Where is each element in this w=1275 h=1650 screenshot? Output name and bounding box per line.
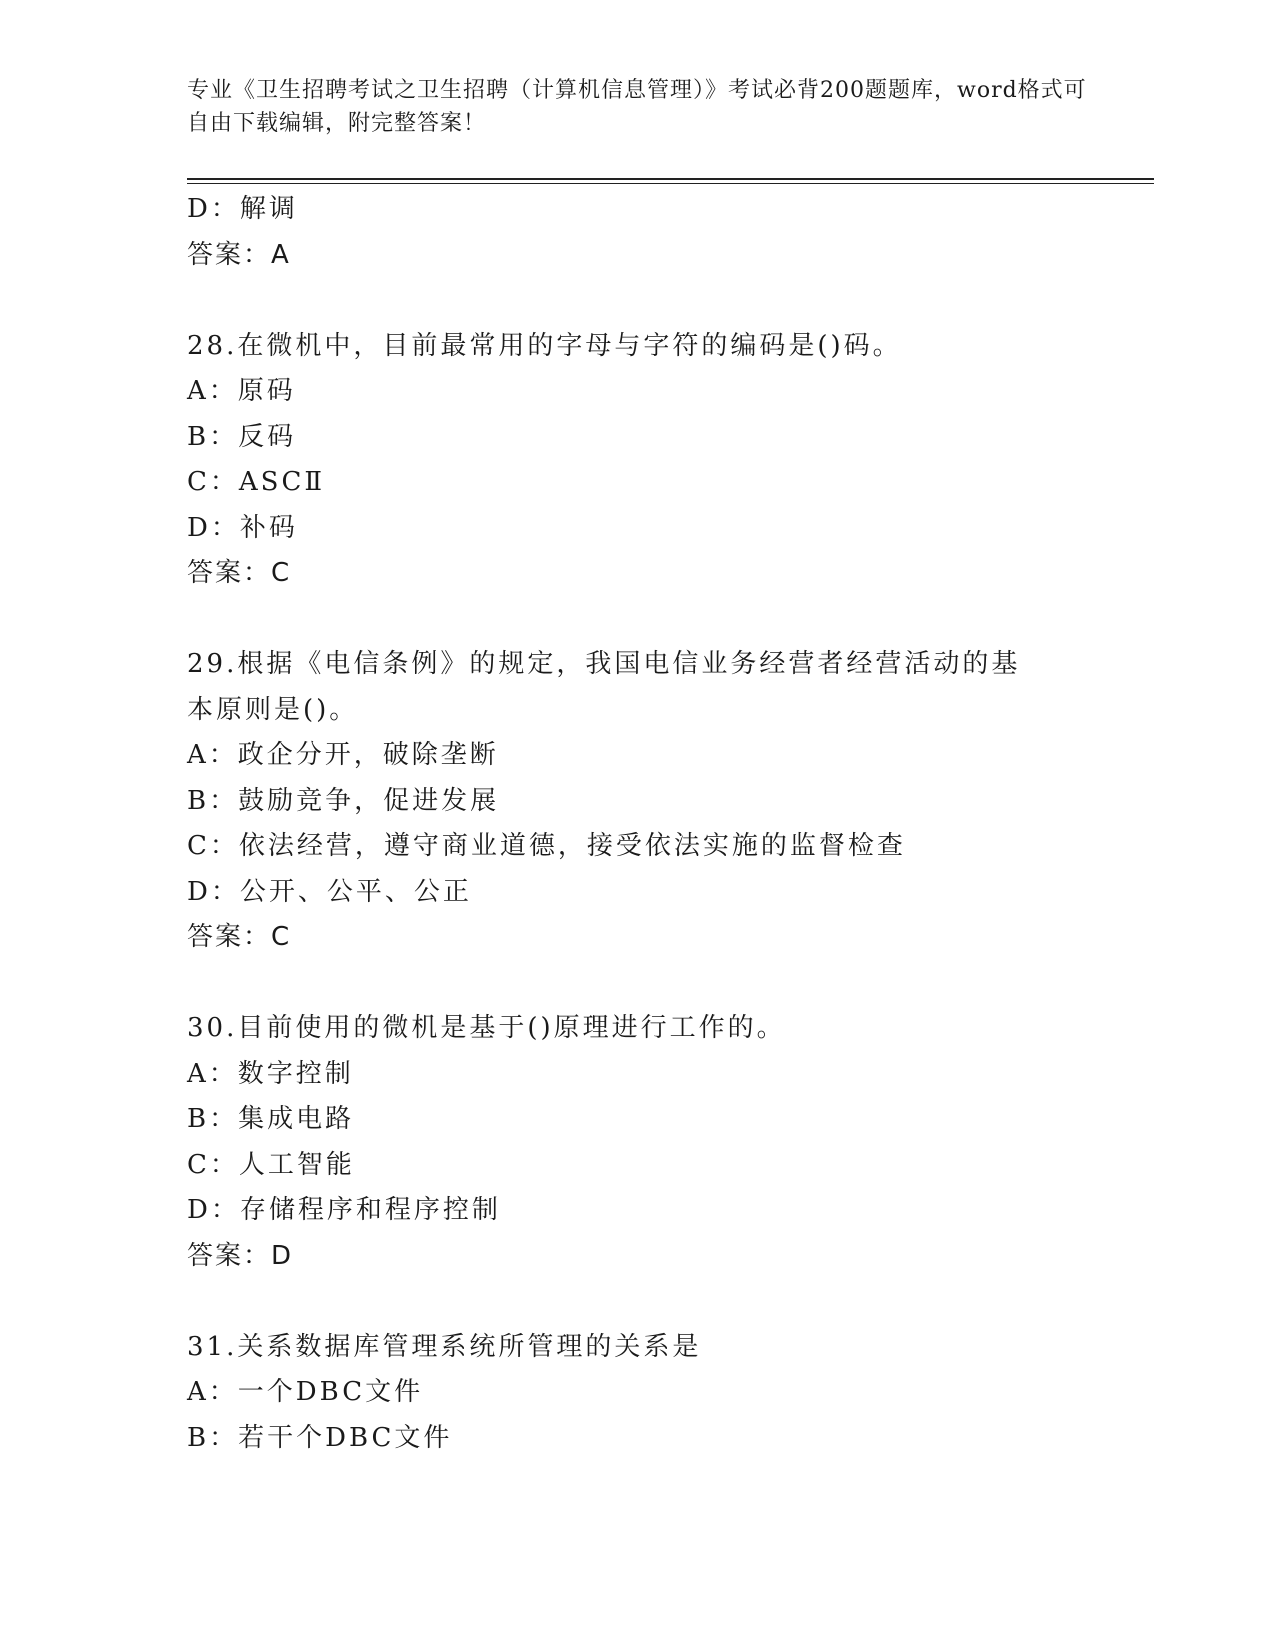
option-d: D：存储程序和程序控制 xyxy=(187,1195,501,1225)
document-header-title: 专业《卫生招聘考试之卫生招聘（计算机信息管理）》考试必背200题题库，word格式可自由下载编辑，附完整答案！ xyxy=(187,78,1087,136)
spacer xyxy=(187,1279,1087,1325)
question-text: 30.目前使用的微机是基于()原理进行工作的。 xyxy=(187,1013,786,1043)
question-31 xyxy=(187,1325,1087,1462)
question-28 xyxy=(187,324,1087,597)
option-c: C：ASCⅡ xyxy=(187,467,326,497)
option-c: C：依法经营，遵守商业道德，接受依法实施的监督检查 xyxy=(187,831,906,861)
option-d: D：解调 xyxy=(187,194,298,224)
option-c: C：人工智能 xyxy=(187,1149,355,1180)
prev-question-tail xyxy=(187,187,1087,278)
question-29 xyxy=(187,642,1087,961)
answer-line: 答案：D xyxy=(187,1240,294,1271)
spacer xyxy=(187,597,1087,643)
spacer xyxy=(187,961,1087,1007)
option-a: A：数字控制 xyxy=(187,1058,354,1089)
answer-line: 答案：A xyxy=(187,239,291,270)
answer-line: 答案：C xyxy=(187,922,292,952)
question-list xyxy=(187,187,1087,1461)
option-d: D：补码 xyxy=(187,512,298,543)
option-a: A：原码 xyxy=(187,376,296,406)
option-b: B：反码 xyxy=(187,421,297,452)
option-b: B：鼓励竞争，促进发展 xyxy=(187,785,500,816)
option-a: A：政企分开，破除垄断 xyxy=(187,740,499,770)
question-text: 29.根据《电信条例》的规定，我国电信业务经营者经营活动的基本原则是()。 xyxy=(187,649,1021,725)
question-text: 31.关系数据库管理系统所管理的关系是 xyxy=(187,1331,702,1362)
option-b: B：若干个DBC文件 xyxy=(187,1422,453,1453)
option-b: B：集成电路 xyxy=(187,1104,355,1134)
answer-line: 答案：C xyxy=(187,558,292,588)
option-d: D：公开、公平、公正 xyxy=(187,876,472,907)
question-30 xyxy=(187,1006,1087,1279)
option-a: A：一个DBC文件 xyxy=(187,1377,424,1407)
header-divider-thick xyxy=(187,178,1154,180)
question-text: 28.在微机中，目前最常用的字母与字符的编码是()码。 xyxy=(187,330,902,361)
header-divider-thin xyxy=(187,183,1154,184)
spacer xyxy=(187,278,1087,324)
